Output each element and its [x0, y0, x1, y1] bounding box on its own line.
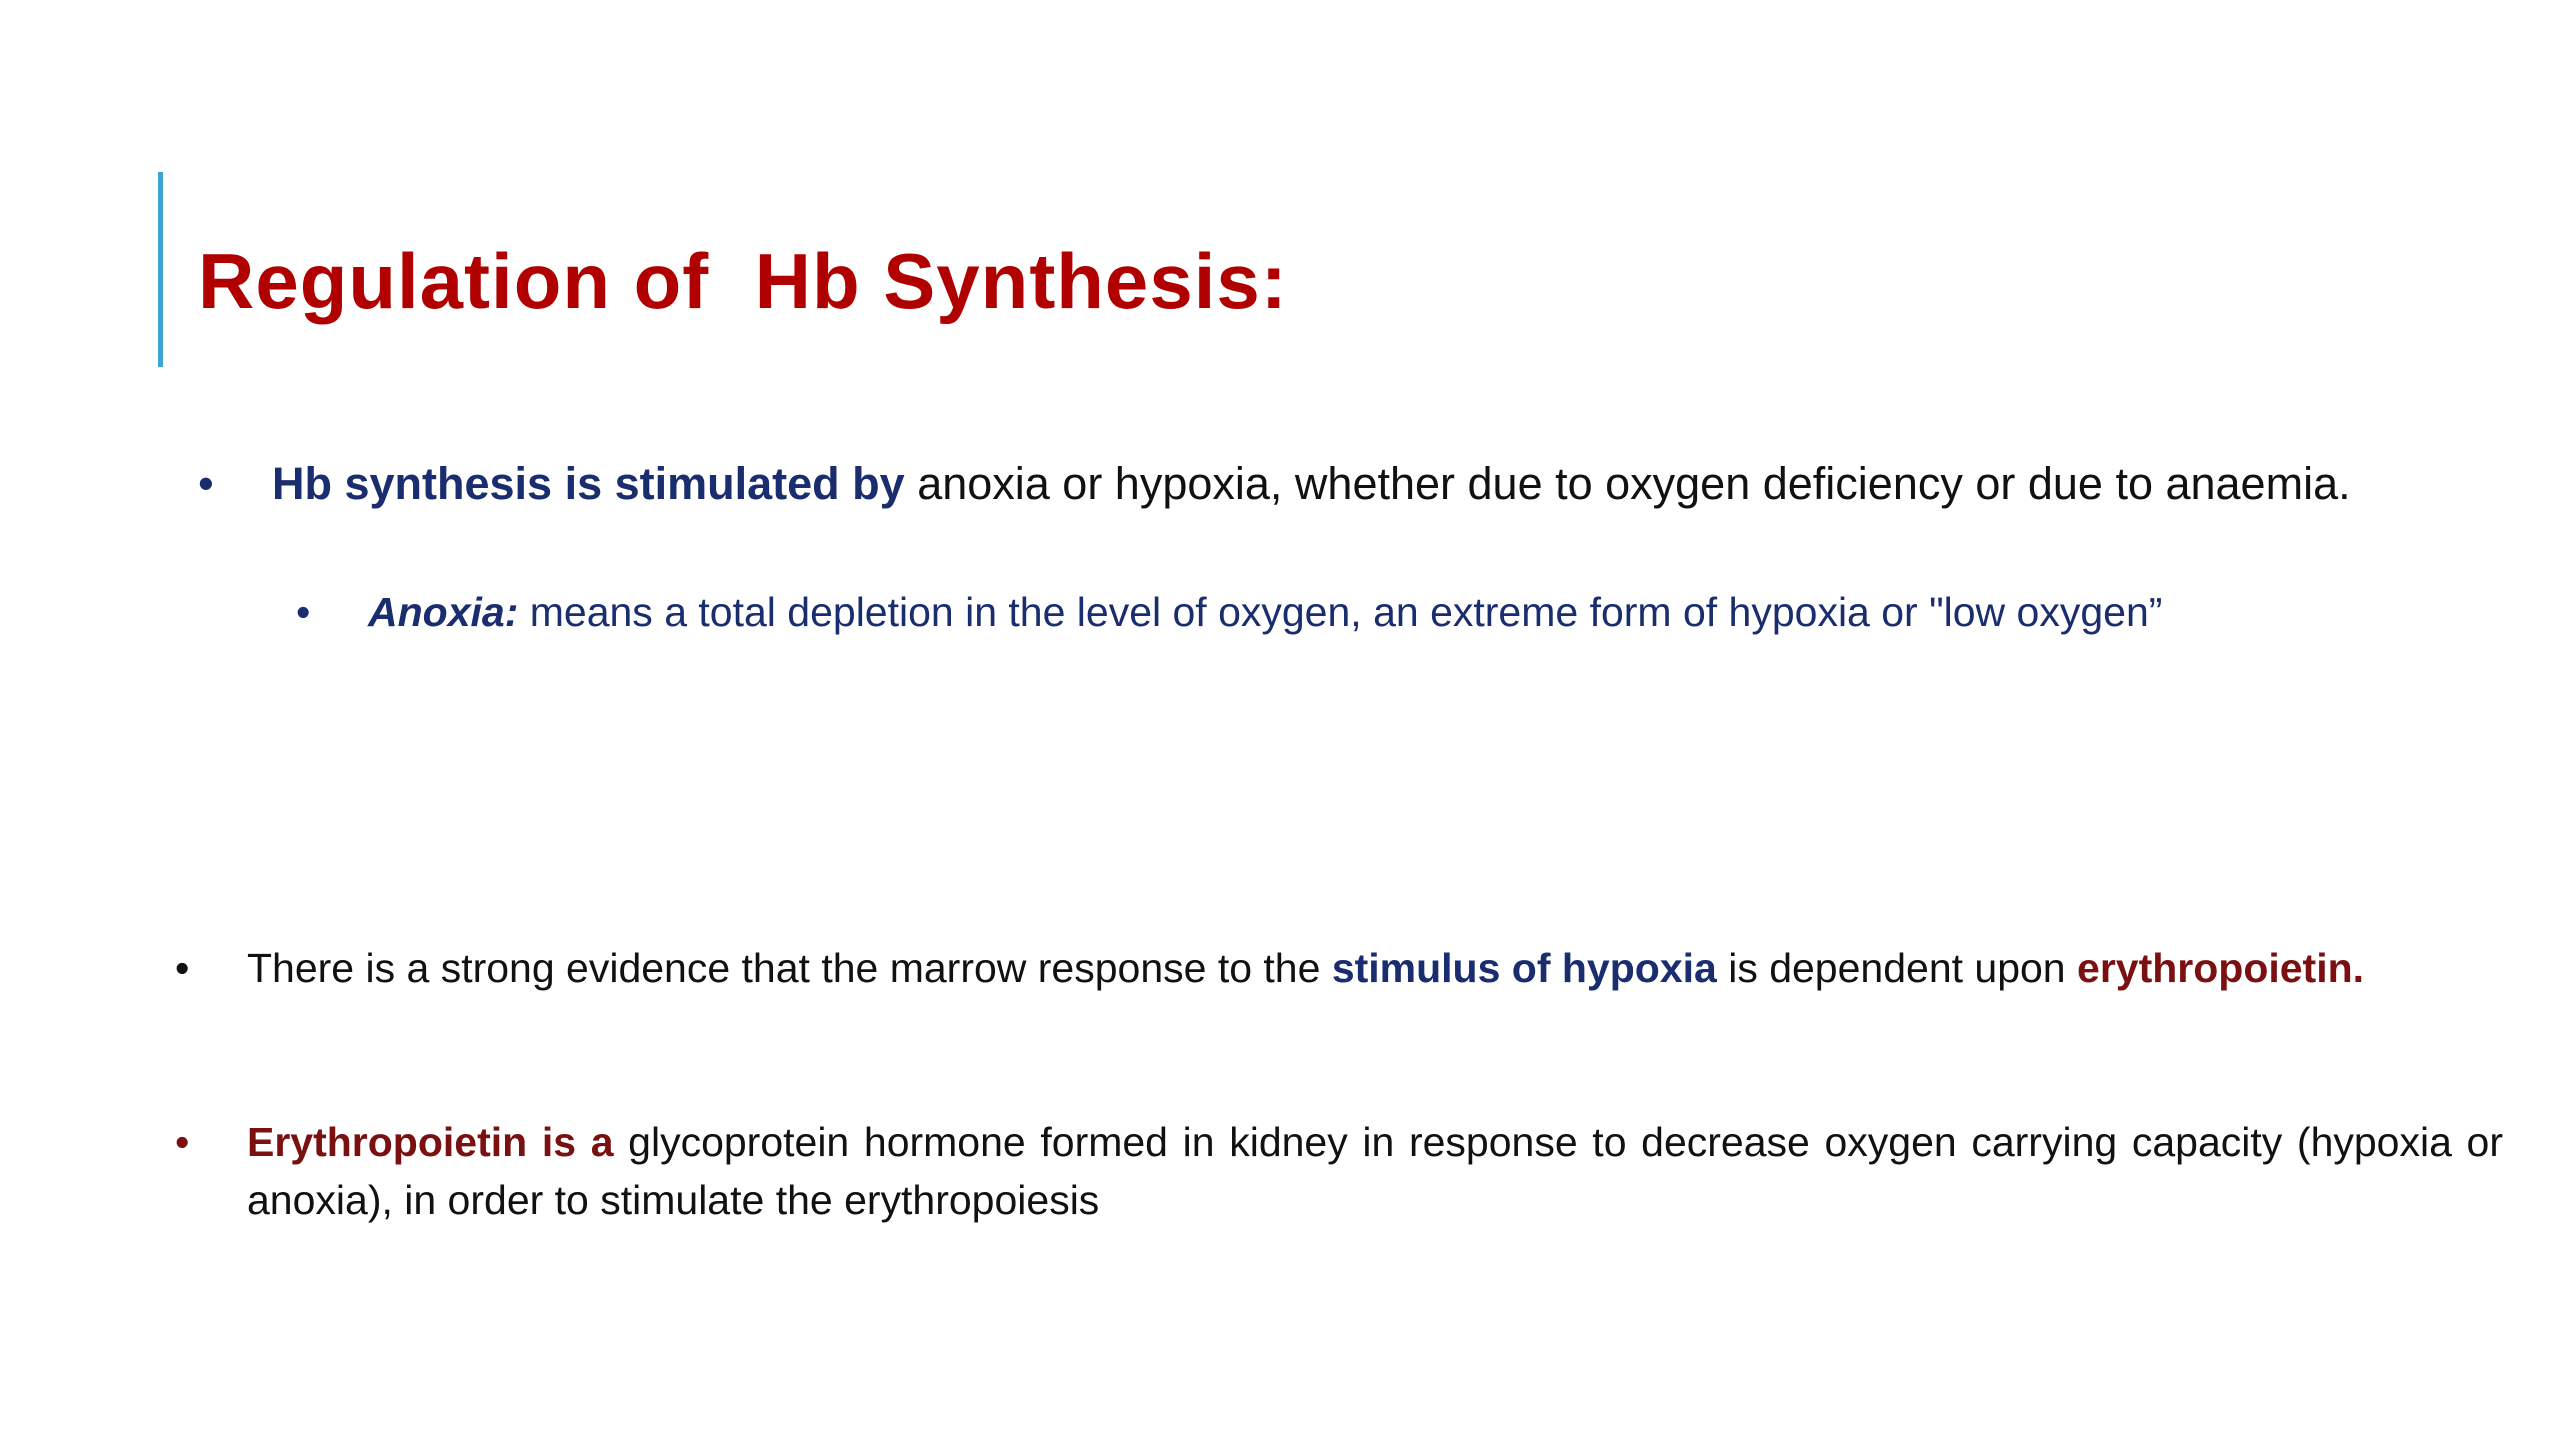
anoxia-definition: means a total depletion in the level of oxygen, an extreme form of hypoxia or "low oxygen” [518, 589, 2163, 635]
bullet-text [247, 1113, 2503, 1229]
title-accent-bar [158, 172, 163, 367]
slide-title: Regulation of Hb Synthesis: [198, 237, 1288, 325]
point2-highlight: stimulus of hypoxia [1331, 945, 1717, 991]
sub-bullet-text [368, 586, 2496, 638]
sub-bullet-anoxia [296, 586, 2496, 638]
point3-lead: Erythropoietin is a [247, 1119, 614, 1165]
bullet-dot-icon: • [198, 458, 214, 509]
bullet-dot-icon: • [175, 945, 190, 991]
bullet-text [247, 939, 2503, 997]
bullet-text [272, 456, 2518, 512]
point1-lead: Hb synthesis is stimulated by [272, 458, 905, 509]
anoxia-term: Anoxia: [368, 589, 519, 635]
bullet-point-hb-stimulation [198, 456, 2518, 512]
point1-rest: anoxia or hypoxia, whether due to oxygen deficiency or due to anaemia. [904, 458, 2351, 509]
point2-part2: is dependent upon [1716, 945, 2078, 991]
point2-part1: There is a strong evidence that the marrow response to the [247, 945, 1332, 991]
point2-term: erythropoietin. [2077, 945, 2365, 991]
bullet-dot-icon: • [296, 589, 311, 635]
bullet-point-marrow-response [175, 939, 2503, 997]
point3-rest: glycoprotein hormone formed in kidney in response to decrease oxygen carrying capacity (hypoxia or anoxia), in order to stimulate the erythropoiesis [247, 1119, 2503, 1223]
bullet-point-erythropoietin [175, 1113, 2503, 1229]
bullet-dot-icon: • [175, 1119, 190, 1165]
